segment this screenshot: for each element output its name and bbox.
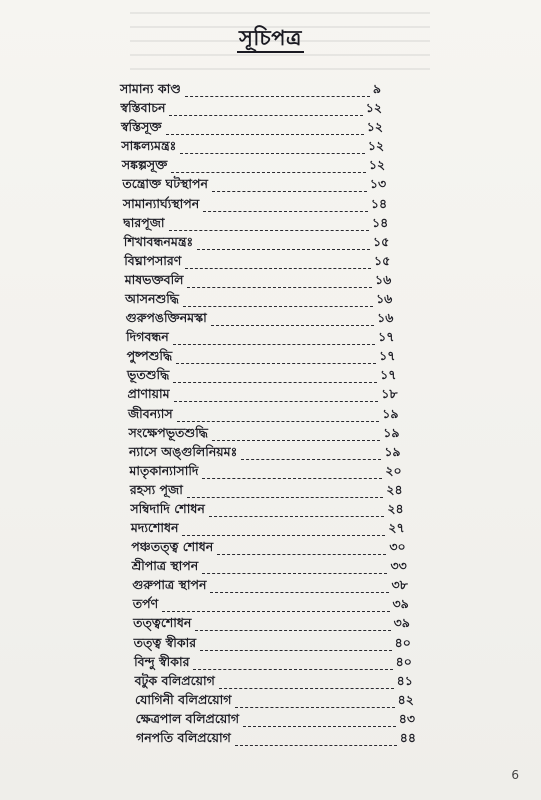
toc-entry [120, 102, 382, 120]
toc-entry-page-number: ১৮ [381, 386, 398, 402]
toc-entry-title: গনপতি বলিপ্রয়োগ [136, 730, 231, 745]
toc-entry-page-number: ২০ [385, 462, 402, 478]
toc-entry-page-number: ৩৯ [392, 596, 409, 612]
toc-entry-page-number: ১২ [366, 119, 384, 135]
toc-entry-title: তন্ত্রোক্ত ঘটস্থাপন [122, 176, 208, 192]
dotted-leader [197, 249, 370, 250]
toc-entry-title: মাষভক্তবলি [124, 271, 184, 287]
toc-entry-page-number: ১৯ [384, 443, 401, 459]
dotted-leader [241, 459, 381, 460]
toc-entry [122, 159, 385, 177]
toc-entry [133, 617, 410, 635]
toc-entry-title: স্বস্তিসূক্ত [120, 119, 162, 135]
toc-entry-title: তর্পণ [132, 596, 159, 612]
toc-entry-page-number: ১২ [368, 157, 386, 173]
toc-entry [128, 405, 399, 426]
toc-entry-title: জীবন্যাস [128, 405, 173, 421]
dotted-leader [182, 535, 385, 536]
dotted-leader [212, 191, 367, 192]
toc-entry-title: সংক্ষেপভূতশুদ্ধি [128, 424, 208, 440]
toc-entry-page-number: ১৪ [371, 214, 389, 230]
toc-entry [133, 598, 409, 616]
toc-entry-page-number: ১৭ [380, 367, 397, 383]
dotted-leader [177, 421, 380, 422]
dotted-leader [243, 726, 396, 727]
toc-entry [136, 732, 416, 750]
toc-entry [132, 560, 407, 578]
toc-entry [122, 178, 386, 196]
toc-entry-page-number: ১৪ [370, 195, 388, 211]
toc-entry-page-number: ১৬ [375, 271, 392, 287]
dotted-leader [162, 611, 389, 612]
toc-entry [131, 522, 405, 540]
dotted-leader [219, 688, 394, 689]
toc-entry [124, 271, 392, 292]
toc-entry-title: তত্ত্বশোধন [133, 615, 192, 631]
toc-entry-title: দ্বারপূজা [123, 214, 165, 230]
dotted-leader [217, 554, 386, 555]
toc-entry [135, 710, 415, 731]
toc-entry [128, 443, 401, 464]
toc-entry-page-number: ১৬ [376, 290, 393, 306]
toc-entry-page-number: ১৯ [382, 405, 399, 421]
toc-entry-title: শিখাবন্ধনমন্ত্রঃ [123, 233, 194, 249]
toc-entry [126, 312, 394, 330]
dotted-leader [202, 478, 382, 479]
dotted-leader [210, 592, 388, 593]
toc-entry-page-number: ৪০ [394, 634, 411, 650]
dotted-leader [235, 707, 394, 708]
toc-entry [124, 252, 391, 273]
toc-entry-page-number: ১২ [365, 100, 383, 116]
toc-entry-page-number: ৩৮ [391, 577, 408, 593]
toc-entry-title: পুষ্পশুদ্ধি [126, 348, 173, 364]
toc-entry [131, 541, 405, 559]
toc-entry-title: প্রাণায়াম [127, 386, 170, 402]
toc-entry-page-number: ৪২ [397, 691, 414, 707]
toc-entry [126, 331, 394, 349]
dotted-leader [176, 363, 376, 364]
toc-entry-title: তত্ত্ব স্বীকার [133, 634, 197, 650]
toc-entry-title: সঙ্কল্পসূক্ত [121, 157, 168, 173]
dotted-leader [193, 669, 392, 670]
toc-entry-page-number: ৩৩ [390, 558, 407, 574]
toc-entry-page-number: ৪০ [395, 653, 412, 669]
dotted-leader [183, 306, 373, 307]
toc-entry-page-number: ১৬ [377, 310, 394, 326]
dotted-leader [173, 344, 375, 345]
toc-entry-title: গুরুপাত্র স্থাপন [132, 577, 207, 593]
dotted-leader [203, 211, 368, 212]
dotted-leader [185, 268, 371, 269]
toc-entry [129, 462, 402, 483]
toc-entry-title: শ্রীপাত্র স্থাপন [131, 558, 199, 574]
toc-entry-page-number: ১৫ [372, 233, 390, 249]
dotted-leader [180, 153, 364, 154]
dotted-leader [195, 630, 390, 631]
toc-entry-title: বটুক বলিপ্রয়োগ [134, 672, 215, 688]
toc-entry-title: স্বস্তিবাচন [120, 100, 166, 116]
toc-entry-title: ন্যাসে অঙ্গুলিনিয়মঃ [128, 443, 238, 459]
dotted-leader [212, 440, 380, 441]
toc-entry-page-number: ১৭ [378, 329, 395, 345]
toc-entry [128, 388, 398, 406]
dotted-leader [173, 382, 377, 383]
toc-entry-page-number: ৪৩ [398, 710, 415, 726]
title-text: সূচিপত্র [237, 26, 304, 53]
dotted-leader [200, 650, 392, 651]
toc-entry-page-number: ৩৯ [393, 615, 410, 631]
toc-entry-title: যোগিনী বলিপ্রয়োগ [135, 691, 232, 707]
dotted-leader [211, 325, 374, 326]
toc-entry [127, 350, 396, 368]
toc-entry-title: বিঘ্নাপসারণ [124, 252, 182, 268]
toc-entry-title: সামান্যার্ঘ্যস্থাপন [122, 195, 200, 211]
dotted-leader [187, 497, 384, 498]
toc-entry-page-number: ৪৪ [399, 730, 416, 745]
toc-entry [133, 634, 411, 655]
dotted-leader [169, 115, 362, 116]
dotted-leader [166, 134, 364, 135]
toc-entry [130, 500, 404, 521]
toc-entry [135, 691, 414, 712]
toc-entry-page-number: ৪১ [396, 672, 413, 688]
toc-entry [127, 369, 396, 387]
toc-entry [125, 290, 393, 311]
toc-entry-title: আসনশুদ্ধি [125, 290, 179, 306]
dotted-leader [171, 172, 366, 173]
dotted-leader [169, 230, 369, 231]
toc-entry-title: দিগবন্ধন [126, 329, 169, 345]
toc-entry-page-number: ২৪ [386, 481, 403, 497]
toc-entry-title: গুরুপঙক্তিনমস্কা [125, 310, 207, 326]
toc-entry [123, 233, 390, 254]
toc-entry-title: মদ্যশোধন [130, 520, 179, 536]
toc-entry-page-number: ১৩ [369, 176, 387, 192]
toc-entry-title: সামান্য কাণ্ড [120, 81, 181, 96]
toc-entry-title: ক্ষেত্রপাল বলিপ্রয়োগ [135, 710, 240, 726]
toc-entry [122, 195, 388, 216]
page-title [0, 22, 541, 57]
toc-entry-page-number: ১২ [367, 138, 385, 154]
dotted-leader [187, 287, 372, 288]
toc-entry [121, 121, 383, 139]
toc-entry-page-number: ৩০ [389, 539, 406, 555]
toc-entry-page-number: ১৫ [374, 252, 391, 268]
dotted-leader [174, 401, 379, 402]
toc-entry-page-number: ২৭ [388, 520, 405, 536]
toc-entry-title: মাতৃকান্যাসাদি [129, 462, 199, 478]
dotted-leader [202, 573, 387, 574]
dotted-leader [185, 96, 370, 97]
toc-entry [128, 424, 400, 445]
toc-entry-title: বিন্দু স্বীকার [134, 653, 190, 669]
toc-entry-title: সাঙ্কল্যমন্ত্রঃ [121, 138, 177, 154]
toc-entry-page-number: ১৯ [383, 424, 400, 440]
toc-entry-title: সম্বিদাদি শোধন [130, 500, 205, 516]
toc-entry-title: রহস্য পূজা [129, 481, 183, 497]
toc-entry [132, 579, 408, 597]
toc-entry-title: পঞ্চতত্ত্ব শোধন [131, 539, 214, 555]
page-number: 6 [511, 768, 519, 782]
toc-entry-page-number: ২৪ [387, 500, 404, 516]
toc-entry [123, 214, 389, 235]
toc-entry-page-number: ৯ [372, 81, 381, 96]
toc-entry [121, 140, 384, 158]
toc-entry [129, 481, 403, 502]
toc-entry [134, 672, 413, 693]
toc-entry-title: ভূতশুদ্ধি [127, 367, 170, 383]
toc-entry-page-number: ১৭ [379, 348, 396, 364]
toc-entry [120, 83, 381, 101]
dotted-leader [209, 516, 385, 517]
toc-entry [134, 653, 412, 674]
dotted-leader [235, 745, 397, 746]
